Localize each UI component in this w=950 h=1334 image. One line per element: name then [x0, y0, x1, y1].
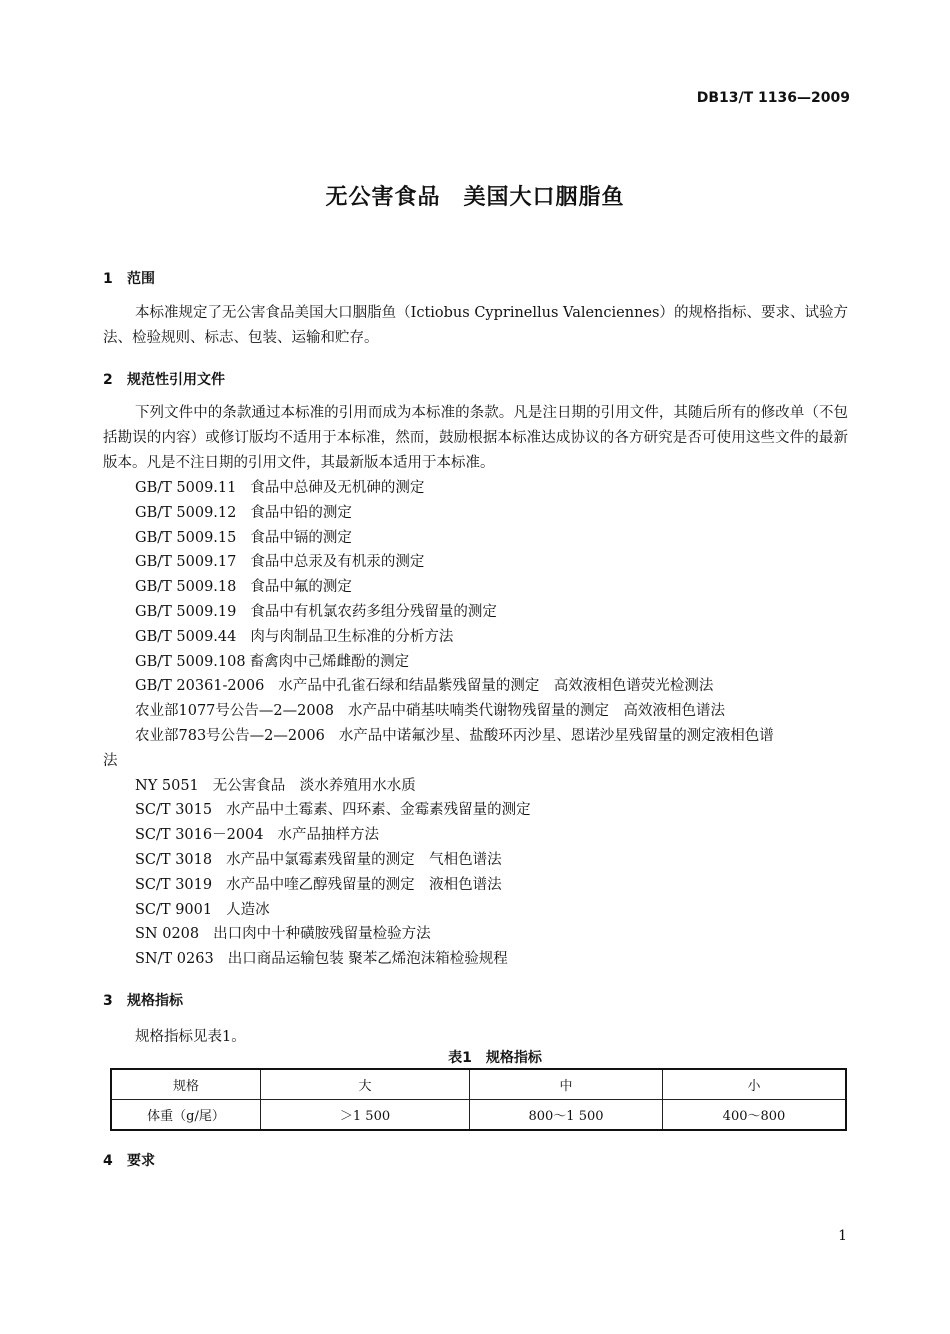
reference-item — [103, 674, 853, 699]
reference-item — [103, 873, 853, 898]
section-number: 2 — [103, 372, 113, 388]
reference-code: GB/T 5009.18 — [135, 579, 237, 596]
reference-item — [103, 922, 853, 947]
reference-item — [103, 699, 853, 724]
reference-item — [103, 501, 853, 526]
reference-code: GB/T 5009.108 — [135, 653, 246, 670]
reference-name: 人造冰 — [226, 901, 270, 918]
section-number: 4 — [103, 1153, 113, 1169]
paragraph: 本标准规定了无公害食品美国大口胭脂鱼（Ictiobus Cyprinellus Valenciennes）的规格指标、要求、试验方法、检验规则、标志、包装、运输和贮存。 — [103, 305, 848, 346]
table-cell: 400～800 — [663, 1100, 847, 1131]
section-title: 要求 — [127, 1153, 155, 1169]
section-3-heading — [103, 990, 183, 1010]
reference-code: NY 5051 — [135, 777, 199, 794]
reference-code: SC/T 9001 — [135, 901, 213, 918]
reference-name: 食品中总汞及有机汞的测定 — [250, 554, 425, 571]
reference-code: GB/T 5009.12 — [135, 504, 237, 521]
table-header-row — [111, 1069, 846, 1100]
section-1-heading — [103, 268, 155, 288]
reference-name: 无公害食品 淡水养殖用水水质 — [212, 777, 416, 794]
document-code: DB13/T 1136—2009 — [696, 90, 850, 106]
reference-name: 畜禽肉中己烯雌酚的测定 — [249, 653, 410, 670]
reference-name: 食品中氟的测定 — [250, 579, 352, 596]
reference-name: 食品中铅的测定 — [250, 504, 352, 521]
reference-name: 水产品中土霉素、四环素、金霉素残留量的测定 — [226, 802, 531, 819]
reference-continuation: 法 — [103, 752, 118, 769]
reference-code: SN 0208 — [135, 926, 200, 943]
spec-table — [110, 1068, 847, 1131]
table-cell: 800～1 500 — [470, 1100, 663, 1131]
reference-name: 水产品中诺氟沙星、盐酸环丙沙星、恩诺沙星残留量的测定液相色谱 — [338, 727, 774, 744]
reference-item — [103, 848, 853, 873]
reference-item — [103, 625, 853, 650]
reference-name: 水产品中喹乙醇残留量的测定 液相色谱法 — [226, 876, 502, 893]
reference-code: SC/T 3015 — [135, 802, 213, 819]
reference-item — [103, 798, 853, 823]
reference-name: 肉与肉制品卫生标准的分析方法 — [250, 628, 454, 645]
header-cell: 大 — [261, 1069, 470, 1100]
reference-item — [103, 476, 853, 501]
table-row — [111, 1100, 846, 1131]
reference-code: SN/T 0263 — [135, 951, 214, 968]
reference-code: GB/T 5009.44 — [135, 628, 237, 645]
header-cell: 小 — [663, 1069, 847, 1100]
reference-code: GB/T 5009.19 — [135, 603, 237, 620]
reference-item — [103, 550, 853, 575]
reference-name: 出口肉中十种磺胺残留量检验方法 — [213, 926, 431, 943]
section-title: 规范性引用文件 — [127, 372, 225, 388]
section-number: 3 — [103, 993, 113, 1009]
reference-code: GB/T 5009.11 — [135, 480, 237, 496]
section-2-body — [103, 401, 848, 476]
reference-code: SC/T 3018 — [135, 851, 213, 868]
reference-item — [103, 724, 853, 774]
reference-item — [103, 947, 853, 972]
section-2-heading — [103, 369, 225, 389]
reference-code: GB/T 5009.15 — [135, 529, 237, 546]
section-3-text: 规格指标见表1。 — [135, 1029, 246, 1045]
reference-item — [103, 774, 853, 799]
paragraph: 下列文件中的条款通过本标准的引用而成为本标准的条款。凡是注日期的引用文件，其随后所有的修改单（不包括勘误的内容）或修订版均不适用于本标准，然而，鼓励根据本标准达成协议的各方研究是否可使用这些文件的最新版本。凡是不注日期的引用文件，其最新版本适用于本标准。 — [103, 405, 848, 471]
reference-code: GB/T 20361-2006 — [135, 678, 265, 695]
reference-name: 水产品中硝基呋喃类代谢物残留量的测定 高效液相色谱法 — [348, 703, 726, 720]
header-cell: 中 — [470, 1069, 663, 1100]
reference-item — [103, 823, 853, 848]
reference-code: GB/T 5009.17 — [135, 554, 237, 571]
table-cell: 体重（g/尾） — [111, 1100, 261, 1131]
reference-code: SC/T 3016－2004 — [135, 827, 264, 844]
section-title: 规格指标 — [127, 993, 183, 1009]
section-number: 1 — [103, 271, 113, 287]
header-cell: 规格 — [111, 1069, 261, 1100]
reference-list — [103, 476, 853, 972]
reference-name: 出口商品运输包装 聚苯乙烯泡沫箱检验规程 — [227, 951, 508, 968]
reference-code: 农业部1077号公告—2—2008 — [135, 703, 335, 720]
document-title: 无公害食品 美国大口胭脂鱼 — [325, 185, 625, 210]
reference-name: 食品中有机氯农药多组分残留量的测定 — [250, 603, 497, 620]
reference-item — [103, 600, 853, 625]
reference-name: 水产品抽样方法 — [277, 827, 379, 844]
reference-name: 水产品中氯霉素残留量的测定 气相色谱法 — [226, 851, 502, 868]
section-4-heading — [103, 1150, 155, 1170]
table-cell: ＞1 500 — [261, 1100, 470, 1131]
section-title: 范围 — [127, 271, 155, 287]
page-number: 1 — [838, 1228, 847, 1244]
reference-item — [103, 650, 853, 675]
reference-name: 食品中镉的测定 — [250, 529, 352, 546]
reference-item — [103, 526, 853, 551]
reference-first-line — [103, 724, 853, 749]
reference-item — [103, 898, 853, 923]
table-caption: 表1 规格指标 — [448, 1050, 542, 1066]
reference-item — [103, 575, 853, 600]
section-1-body — [103, 301, 848, 351]
reference-name: 水产品中孔雀石绿和结晶紫残留量的测定 高效液相色谱荧光检测法 — [278, 678, 714, 695]
reference-code: 农业部783号公告—2—2006 — [135, 727, 325, 744]
reference-name: 食品中总砷及无机砷的测定 — [250, 480, 425, 496]
reference-code: SC/T 3019 — [135, 876, 213, 893]
